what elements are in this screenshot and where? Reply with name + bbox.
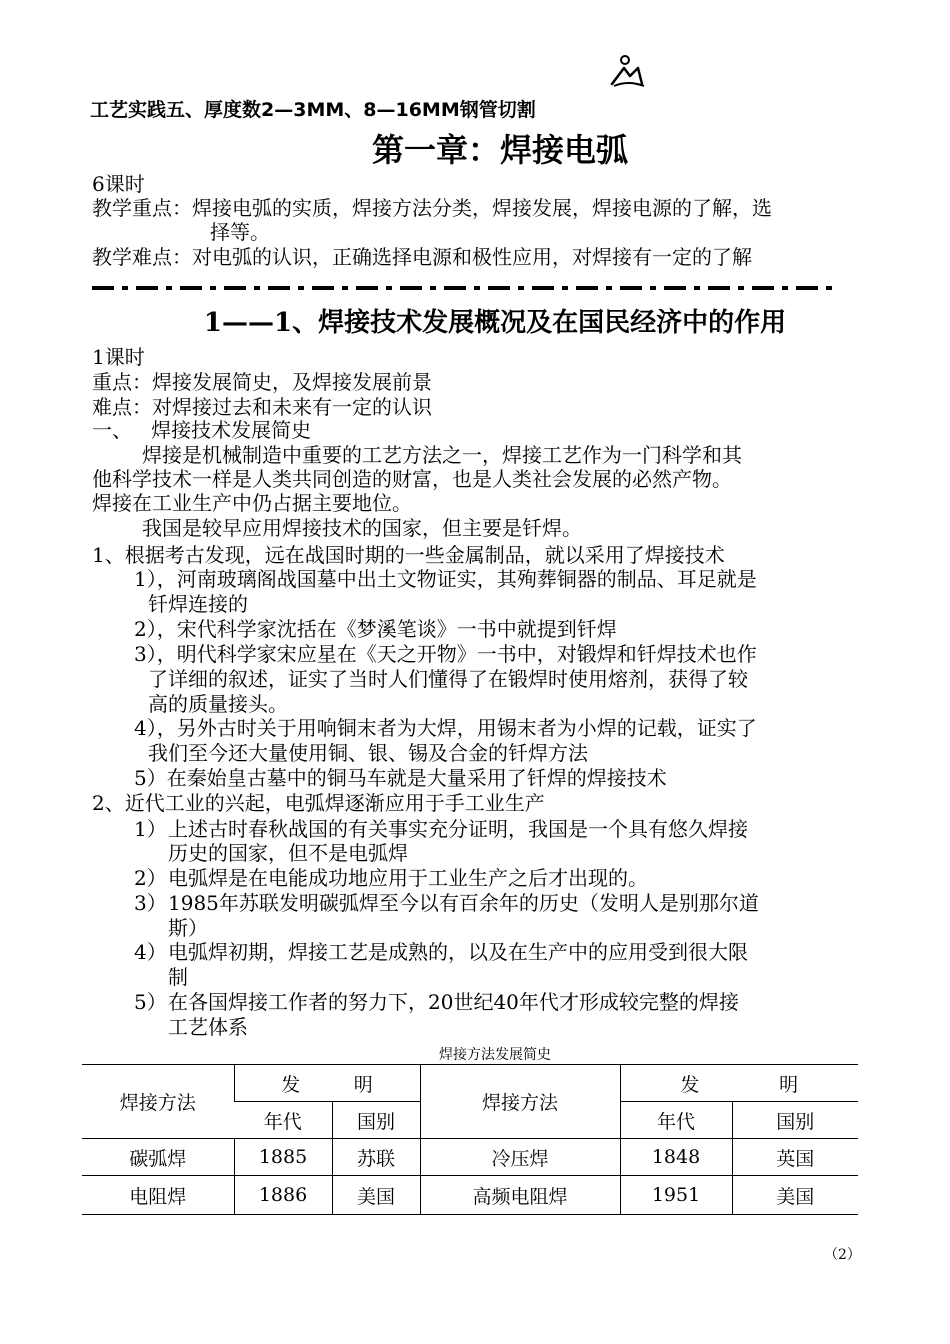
section-hours: 1课时: [92, 345, 145, 369]
item2-5-number: 5）: [134, 990, 167, 1014]
heading-history: 一、 焊接技术发展简史: [92, 418, 312, 442]
item2-1-line1: 上述古时春秋战国的有关事实充分证明，我国是一个具有悠久焊接: [168, 817, 748, 841]
header-method-left: 焊接方法: [82, 1065, 234, 1139]
craft-title: 工艺实践五、厚度数2—3MM、8—16MM钢管切割: [90, 99, 536, 121]
item2: 2、近代工业的兴起，电弧焊逐渐应用于手工业生产: [92, 791, 545, 815]
table-cell: 美国: [732, 1176, 858, 1215]
table-cell: 1886: [234, 1176, 332, 1215]
table-cell: 美国: [332, 1176, 420, 1215]
table-cell: 电阻焊: [82, 1176, 234, 1215]
item2-3-number: 3）: [134, 891, 167, 915]
table-cell: 高频电阻焊: [420, 1176, 620, 1215]
header-method-right: 焊接方法: [420, 1065, 620, 1139]
table-cell: 1848: [620, 1139, 732, 1176]
chapter-hours: 6课时: [92, 172, 145, 196]
item1-3-line2: 了详细的叙述，证实了当时人们懂得了在锻焊时使用熔剂，获得了较: [148, 667, 748, 691]
table-cell: 1951: [620, 1176, 732, 1215]
header-era-left: 年代: [234, 1102, 332, 1139]
item1-3-line1: 3），明代科学家宋应星在《天之开物》一书中，对锻焊和钎焊技术也作: [134, 642, 757, 666]
item1-5: 5）在秦始皇古墓中的铜马车就是大量采用了钎焊的焊接技术: [134, 766, 667, 790]
item2-4-line1: 电弧焊初期，焊接工艺是成熟的，以及在生产中的应用受到很大限: [168, 940, 748, 964]
item1: 1、根据考古发现，远在战国时期的一些金属制品，就以采用了焊接技术: [92, 543, 725, 567]
chapter-key-points: 教学重点：焊接电弧的实质，焊接方法分类，焊接发展，焊接电源的了解，选: [92, 196, 772, 220]
table-cell: 冷压焊: [420, 1139, 620, 1176]
chapter-difficulty: 教学难点：对电弧的认识，正确选择电源和极性应用，对焊接有一定的了解: [92, 245, 752, 269]
item2-2-line1: 电弧焊是在电能成功地应用于工业生产之后才出现的。: [168, 866, 648, 890]
table-cell: 1885: [234, 1139, 332, 1176]
table-row: [82, 1176, 858, 1215]
item2-1-number: 1）: [134, 817, 167, 841]
header-era-right: 年代: [620, 1102, 732, 1139]
item1-1-line2: 钎焊连接的: [148, 592, 248, 616]
para1-line1: 焊接是机械制造中重要的工艺方法之一，焊接工艺作为一门科学和其: [142, 443, 742, 467]
table-header-row: [82, 1065, 858, 1102]
item2-2-number: 2）: [134, 866, 167, 890]
item2-4-line2: 制: [168, 965, 188, 989]
item2-3-line1: 1985年苏联发明碳弧焊至今以有百余年的历史（发明人是别那尔道: [168, 891, 759, 915]
item2-5-line2: 工艺体系: [168, 1015, 248, 1039]
para1-line3: 焊接在工业生产中仍占据主要地位。: [92, 491, 412, 515]
item1-3-line3: 高的质量接头。: [148, 692, 288, 716]
welding-history-table: [82, 1064, 858, 1215]
section-title: 1——1、焊接技术发展概况及在国民经济中的作用: [203, 308, 787, 338]
item1-1-line1: 1），河南玻璃阁战国墓中出土文物证实，其殉葬铜器的制品、耳足就是: [134, 567, 757, 591]
table-row: [82, 1139, 858, 1176]
dash-dot-divider: [92, 285, 832, 291]
chapter-title: 第一章：焊接电弧: [371, 131, 628, 169]
para2: 我国是较早应用焊接技术的国家，但主要是钎焊。: [142, 516, 582, 540]
table-cell: 碳弧焊: [82, 1139, 234, 1176]
header-country-left: 国别: [332, 1102, 420, 1139]
item1-4-line1: 4），另外古时关于用响铜末者为大焊，用锡末者为小焊的记载，证实了: [134, 716, 757, 740]
chapter-key-points-cont: 择等。: [210, 220, 270, 244]
table-cell: 英国: [732, 1139, 858, 1176]
item2-5-line1: 在各国焊接工作者的努力下，20世纪40年代才形成较完整的焊接: [168, 990, 739, 1014]
header-invention-left: 发 明: [234, 1065, 420, 1102]
stick-figure-logo-icon: [608, 54, 648, 90]
section-difficulty: 难点：对焊接过去和未来有一定的认识: [92, 395, 432, 419]
page-number: （2）: [824, 1247, 861, 1263]
table-cell: 苏联: [332, 1139, 420, 1176]
item1-4-line2: 我们至今还大量使用铜、银、锡及合金的钎焊方法: [148, 741, 588, 765]
para1-line2: 他科学技术一样是人类共同创造的财富，也是人类社会发展的必然产物。: [92, 467, 732, 491]
item2-1-line2: 历史的国家，但不是电弧焊: [168, 841, 408, 865]
header-country-right: 国别: [732, 1102, 858, 1139]
item2-3-line2: 斯）: [168, 916, 208, 940]
section-key: 重点：焊接发展简史，及焊接发展前景: [92, 370, 432, 394]
item2-4-number: 4）: [134, 940, 167, 964]
item1-2: 2），宋代科学家沈括在《梦溪笔谈》一书中就提到钎焊: [134, 617, 617, 641]
table-caption: 焊接方法发展简史: [439, 1047, 551, 1063]
header-invention-right: 发 明: [620, 1065, 858, 1102]
